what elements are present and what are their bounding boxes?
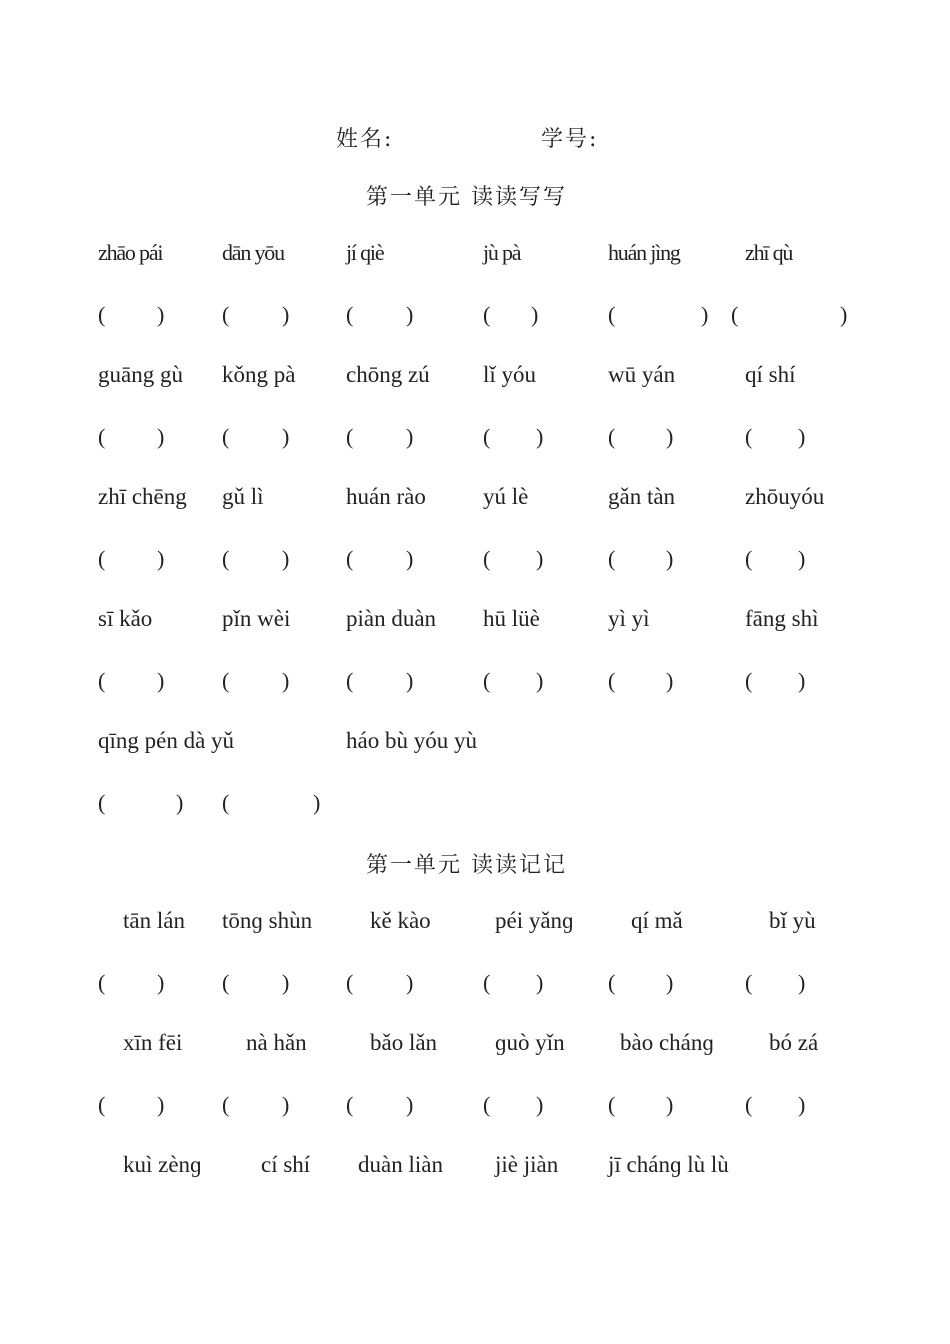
answer-blank-open-paren: ( [346,668,354,693]
answer-blank-open-paren: ( [608,970,616,995]
pinyin-word: jí qiè [346,240,384,265]
pinyin-word: gǔ lì [222,484,264,509]
answer-blank-close-paren: ) [406,668,414,693]
pinyin-word: péi yǎnɡ [495,908,574,933]
pinyin-word: zhāo pái [98,240,163,265]
answer-blank-close-paren: ) [798,668,806,693]
answer-blank-open-paren: ( [483,1092,491,1117]
student-id-label: 学号: [541,127,599,152]
answer-blank-open-paren: ( [608,668,616,693]
pinyin-word: qí shí [745,362,796,387]
answer-blank-close-paren: ) [666,1092,674,1117]
answer-blank-open-paren: ( [346,970,354,995]
pinyin-word: tān lán [123,908,185,933]
answer-blank-open-paren: ( [608,302,616,327]
pinyin-word: cí shí [261,1152,311,1177]
name-label: 姓名: [336,127,394,152]
answer-blank-close-paren: ) [282,668,290,693]
answer-blank-close-paren: ) [282,1092,290,1117]
pinyin-word: kǒng pà [222,362,296,387]
answer-blank-close-paren: ) [157,970,165,995]
pinyin-word: bào chánɡ [620,1030,714,1055]
answer-blank-open-paren: ( [346,424,354,449]
answer-blank-open-paren: ( [98,546,106,571]
answer-blank-close-paren: ) [666,970,674,995]
pinyin-word: hū lüè [483,606,540,631]
pinyin-word: sī kǎo [98,606,153,631]
pinyin-word: tōnɡ shùn [222,908,313,933]
answer-blank-open-paren: ( [745,424,753,449]
answer-blank-open-paren: ( [98,970,106,995]
pinyin-word: wū yán [608,362,676,387]
pinyin-word: gǎn tàn [608,484,676,509]
answer-blank-open-paren: ( [222,970,230,995]
answer-blank-close-paren: ) [536,970,544,995]
answer-blank-close-paren: ) [536,546,544,571]
answer-blank-close-paren: ) [531,302,539,327]
answer-blank-open-paren: ( [222,302,230,327]
pinyin-word: piàn duàn [346,606,437,631]
answer-blank-close-paren: ) [666,668,674,693]
answer-blank-close-paren: ) [406,1092,414,1117]
answer-blank-open-paren: ( [98,424,106,449]
pinyin-word: bó zá [769,1030,819,1055]
answer-blank-open-paren: ( [745,1092,753,1117]
pinyin-word: jiè jiàn [495,1152,559,1177]
answer-blank-open-paren: ( [483,668,491,693]
pinyin-word: háo bù yóu yù [346,728,477,753]
pinyin-word: dān yōu [222,240,284,265]
pinyin-word: qí mǎ [631,908,683,933]
answer-blank-open-paren: ( [483,302,491,327]
answer-blank-open-paren: ( [222,546,230,571]
pinyin-word: fāng shì [745,606,819,631]
answer-blank-close-paren: ) [536,424,544,449]
pinyin-word: jī chánɡ lù lù [608,1152,729,1177]
pinyin-word: kuì zènɡ [123,1152,202,1177]
pinyin-word: qīng pén dà yǔ [98,728,235,753]
answer-blank-open-paren: ( [346,302,354,327]
answer-blank-close-paren: ) [176,790,184,815]
answer-blank-open-paren: ( [222,790,230,815]
answer-blank-close-paren: ) [282,546,290,571]
answer-blank-open-paren: ( [222,1092,230,1117]
answer-blank-close-paren: ) [406,546,414,571]
pinyin-word: lǐ yóu [483,362,537,387]
answer-blank-open-paren: ( [608,546,616,571]
answer-blank-close-paren: ) [840,302,848,327]
answer-blank-close-paren: ) [666,546,674,571]
pinyin-word: yú lè [483,484,529,509]
answer-blank-close-paren: ) [701,302,709,327]
answer-blank-open-paren: ( [483,970,491,995]
answer-blank-close-paren: ) [157,424,165,449]
answer-blank-close-paren: ) [406,302,414,327]
pinyin-word: chōng zú [346,362,430,387]
pinyin-word: ɡuò yǐn [495,1030,565,1055]
answer-blank-open-paren: ( [608,1092,616,1117]
answer-blank-close-paren: ) [313,790,321,815]
answer-blank-open-paren: ( [222,424,230,449]
answer-blank-open-paren: ( [98,302,106,327]
section2-title: 第一单元 读读记记 [366,853,567,878]
answer-blank-close-paren: ) [536,1092,544,1117]
answer-blank-open-paren: ( [745,546,753,571]
answer-blank-close-paren: ) [282,302,290,327]
answer-blank-close-paren: ) [798,546,806,571]
pinyin-word: pǐn wèi [222,606,291,631]
pinyin-word: yì yì [608,606,650,631]
answer-blank-close-paren: ) [536,668,544,693]
pinyin-word: huán jìng [608,240,680,265]
answer-blank-open-paren: ( [731,302,739,327]
pinyin-word: xīn fēi [123,1030,183,1055]
answer-blank-open-paren: ( [222,668,230,693]
answer-blank-close-paren: ) [798,1092,806,1117]
answer-blank-open-paren: ( [745,970,753,995]
answer-blank-close-paren: ) [157,302,165,327]
answer-blank-close-paren: ) [798,970,806,995]
pinyin-word: guāng gù [98,362,183,387]
answer-blank-close-paren: ) [157,546,165,571]
answer-blank-close-paren: ) [406,970,414,995]
pinyin-word: bǎo lǎn [370,1030,438,1055]
pinyin-word: nà hǎn [246,1030,307,1055]
answer-blank-close-paren: ) [798,424,806,449]
answer-blank-close-paren: ) [157,1092,165,1117]
pinyin-word: jù pà [483,240,521,265]
section1-title: 第一单元 读读写写 [366,185,567,210]
pinyin-word: zhī chēng [98,484,187,509]
answer-blank-open-paren: ( [346,1092,354,1117]
answer-blank-close-paren: ) [406,424,414,449]
pinyin-word: bǐ yù [769,908,816,933]
pinyin-word: huán rào [346,484,426,509]
answer-blank-open-paren: ( [483,424,491,449]
answer-blank-open-paren: ( [346,546,354,571]
answer-blank-open-paren: ( [483,546,491,571]
pinyin-word: kě kào [370,908,431,933]
answer-blank-close-paren: ) [282,424,290,449]
answer-blank-close-paren: ) [157,668,165,693]
answer-blank-open-paren: ( [98,790,106,815]
pinyin-word: zhōuyóu [745,484,825,509]
answer-blank-open-paren: ( [745,668,753,693]
answer-blank-close-paren: ) [282,970,290,995]
pinyin-word: zhī qù [745,240,793,265]
answer-blank-open-paren: ( [98,1092,106,1117]
answer-blank-close-paren: ) [666,424,674,449]
answer-blank-open-paren: ( [98,668,106,693]
pinyin-word: duàn liàn [358,1152,443,1177]
answer-blank-open-paren: ( [608,424,616,449]
